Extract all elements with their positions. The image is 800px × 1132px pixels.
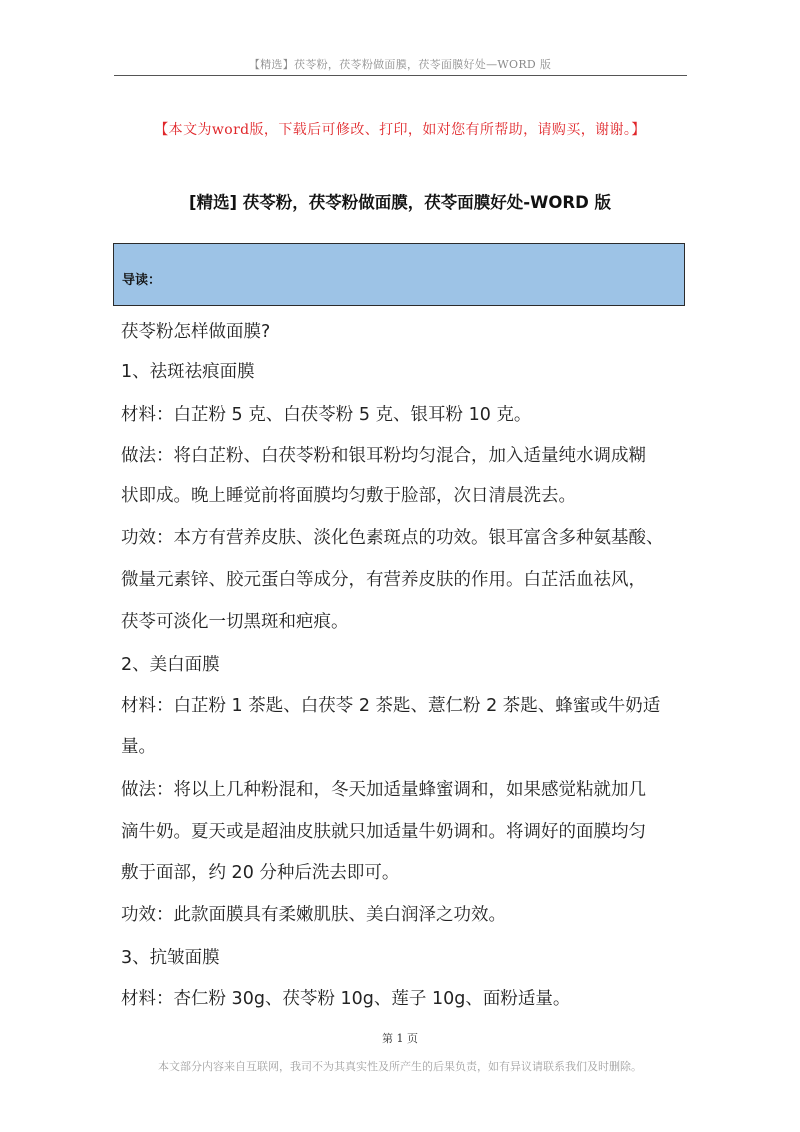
footer-disclaimer: 本文部分内容来自互联网，我司不为其真实性及所产生的后果负责，如有异议请联系我们及时删除。 bbox=[158, 1060, 642, 1073]
body-line: 做法：将以上几种粉混和，冬天加适量蜂蜜调和，如果感觉粘就加几 bbox=[121, 780, 646, 800]
body-line: 茯苓粉怎样做面膜? bbox=[121, 322, 271, 342]
section-heading: 1、祛斑祛痕面膜 bbox=[121, 362, 255, 382]
running-header: 【精选】茯苓粉，茯苓粉做面膜，茯苓面膜好处—WORD 版 bbox=[248, 58, 552, 71]
section-heading: 3、抗皱面膜 bbox=[121, 948, 220, 968]
body-line: 材料：杏仁粉 30g、茯苓粉 10g、莲子 10g、面粉适量。 bbox=[121, 989, 571, 1009]
body-line: 滴牛奶。夏天或是超油皮肤就只加适量牛奶调和。将调好的面膜均匀 bbox=[121, 822, 646, 842]
body-line: 状即成。晚上睡觉前将面膜均匀敷于脸部，次日清晨洗去。 bbox=[121, 486, 576, 506]
page-number: 第 1 页 bbox=[382, 1032, 418, 1045]
document-title: [精选] 茯苓粉，茯苓粉做面膜，茯苓面膜好处-WORD 版 bbox=[188, 193, 612, 212]
body-line: 做法：将白芷粉、白茯苓粉和银耳粉均匀混合，加入适量纯水调成糊 bbox=[121, 446, 646, 466]
body-line: 材料：白芷粉 1 茶匙、白茯苓 2 茶匙、薏仁粉 2 茶匙、蜂蜜或牛奶适 bbox=[121, 696, 661, 716]
body-line: 功效：此款面膜具有柔嫩肌肤、美白润泽之功效。 bbox=[121, 905, 506, 925]
body-line: 功效：本方有营养皮肤、淡化色素斑点的功效。银耳富含多种氨基酸、 bbox=[121, 528, 664, 548]
body-line: 量。 bbox=[121, 737, 156, 757]
body-line: 材料：白芷粉 5 克、白茯苓粉 5 克、银耳粉 10 克。 bbox=[121, 405, 532, 425]
body-line: 微量元素锌、胶元蛋白等成分，有营养皮肤的作用。白芷活血祛风， bbox=[121, 570, 646, 590]
header-divider bbox=[114, 75, 687, 76]
body-line: 茯苓可淡化一切黑斑和疤痕。 bbox=[121, 612, 349, 632]
body-line: 敷于面部，约 20 分种后洗去即可。 bbox=[121, 863, 400, 883]
guide-box bbox=[113, 243, 685, 306]
guide-label: 导读： bbox=[122, 273, 162, 288]
section-heading: 2、美白面膜 bbox=[121, 655, 220, 675]
purchase-notice: 【本文为word版，下载后可修改、打印，如对您有所帮助，请购买，谢谢。】 bbox=[154, 122, 646, 138]
